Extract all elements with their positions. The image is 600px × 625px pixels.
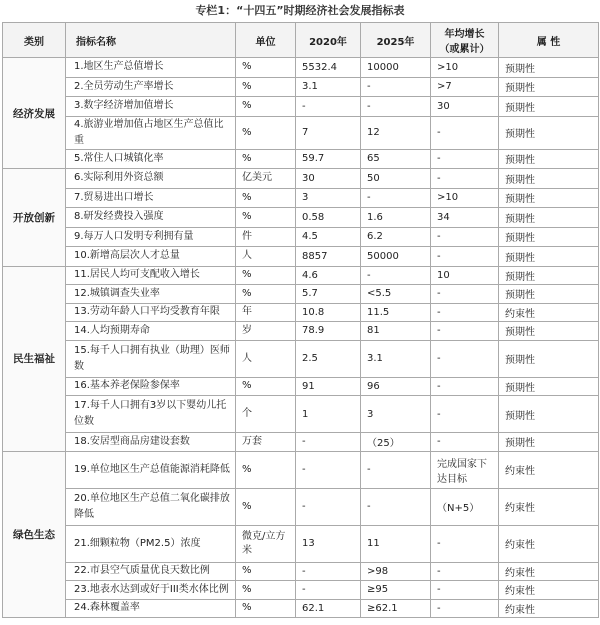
table-row [3,562,599,581]
table-title: 专栏1：“十四五”时期经济社会发展指标表 [195,4,405,17]
header-growth [431,23,499,58]
growth-cell: - [431,227,499,247]
growth-cell: - [431,322,499,341]
header-growth-line1: 年均增长 [444,29,485,40]
growth-cell: - [431,247,499,267]
growth-cell: >10 [431,188,499,208]
value-2025-cell: 3.1 [361,340,431,377]
attribute-cell: 预期性 [499,247,599,267]
table-row [3,247,599,267]
unit-cell: 个 [236,396,296,433]
growth-cell: >7 [431,77,499,97]
metric-name-cell: 3.数字经济增加值增长 [66,97,236,117]
growth-cell: >10 [431,58,499,78]
growth-cell: - [431,525,499,562]
unit-cell: % [236,97,296,117]
category-cell: 民生福祉 [3,266,66,451]
value-2020-cell: 78.9 [296,322,361,341]
growth-cell: - [431,433,499,452]
attribute-cell: 预期性 [499,188,599,208]
table-row [3,322,599,341]
value-2020-cell: 2.5 [296,340,361,377]
attribute-cell: 预期性 [499,149,599,169]
value-2020-cell: 13 [296,525,361,562]
metric-name-cell: 17.每千人口拥有3岁以下婴幼儿托位数 [66,396,236,433]
table-row [3,227,599,247]
table-row [3,340,599,377]
table-row [3,599,599,618]
value-2025-cell: 65 [361,149,431,169]
metric-name-cell: 18.安居型商品房建设套数 [66,433,236,452]
unit-cell: 件 [236,227,296,247]
attribute-cell: 预期性 [499,285,599,304]
value-2025-cell: 11.5 [361,303,431,322]
metric-name-cell: 1.地区生产总值增长 [66,58,236,78]
value-2020-cell: 1 [296,396,361,433]
value-2025-cell: - [361,488,431,525]
metric-name-cell: 9.每万人口发明专利拥有量 [66,227,236,247]
value-2020-cell: 4.5 [296,227,361,247]
value-2025-cell: 50000 [361,247,431,267]
unit-cell: % [236,116,296,149]
header-growth-line2: （或累计） [439,44,490,55]
header-metric: 指标名称 [66,23,236,58]
attribute-cell: 约束性 [499,581,599,600]
attribute-cell: 预期性 [499,116,599,149]
growth-cell: - [431,340,499,377]
attribute-cell: 预期性 [499,396,599,433]
value-2020-cell: 91 [296,377,361,396]
value-2025-cell: - [361,266,431,285]
table-row [3,266,599,285]
metric-name-cell: 6.实际利用外资总额 [66,169,236,189]
value-2025-cell: （25） [361,433,431,452]
value-2025-cell: - [361,97,431,117]
growth-cell: 30 [431,97,499,117]
attribute-cell: 预期性 [499,58,599,78]
growth-cell: - [431,169,499,189]
unit-cell: 人 [236,247,296,267]
value-2025-cell: ≥62.1 [361,599,431,618]
value-2025-cell: 1.6 [361,208,431,228]
attribute-cell: 约束性 [499,451,599,488]
unit-cell: % [236,562,296,581]
attribute-cell: 预期性 [499,377,599,396]
attribute-cell: 预期性 [499,340,599,377]
unit-cell: % [236,488,296,525]
growth-cell: - [431,396,499,433]
unit-cell: 万套 [236,433,296,452]
unit-cell: 岁 [236,322,296,341]
value-2025-cell: ≥95 [361,581,431,600]
table-row [3,581,599,600]
table-row [3,377,599,396]
attribute-cell: 预期性 [499,266,599,285]
category-cell: 绿色生态 [3,451,66,618]
value-2020-cell: 8857 [296,247,361,267]
growth-cell: 34 [431,208,499,228]
unit-cell: % [236,581,296,600]
metric-name-cell: 23.地表水达到或好于III类水体比例 [66,581,236,600]
growth-cell: - [431,285,499,304]
table-row [3,208,599,228]
growth-cell: - [431,562,499,581]
metric-name-cell: 13.劳动年龄人口平均受教育年限 [66,303,236,322]
value-2020-cell: 0.58 [296,208,361,228]
unit-cell: % [236,266,296,285]
metric-name-cell: 15.每千人口拥有执业（助理）医师数 [66,340,236,377]
growth-cell: - [431,599,499,618]
metric-name-cell: 16.基本养老保险参保率 [66,377,236,396]
value-2020-cell: - [296,488,361,525]
value-2020-cell: 30 [296,169,361,189]
value-2025-cell: 81 [361,322,431,341]
unit-cell: % [236,208,296,228]
value-2020-cell: - [296,562,361,581]
table-row [3,149,599,169]
value-2020-cell: 59.7 [296,149,361,169]
table-row [3,58,599,78]
unit-cell: % [236,188,296,208]
growth-cell: - [431,303,499,322]
attribute-cell: 约束性 [499,525,599,562]
attribute-cell: 约束性 [499,488,599,525]
growth-cell: - [431,581,499,600]
value-2020-cell: 4.6 [296,266,361,285]
table-row [3,433,599,452]
value-2020-cell: 7 [296,116,361,149]
attribute-cell: 预期性 [499,227,599,247]
metric-name-cell: 20.单位地区生产总值二氧化碳排放降低 [66,488,236,525]
table-row [3,188,599,208]
attribute-cell: 预期性 [499,322,599,341]
metric-name-cell: 2.全员劳动生产率增长 [66,77,236,97]
unit-cell: % [236,149,296,169]
value-2020-cell: 5532.4 [296,58,361,78]
table-row [3,525,599,562]
growth-cell: （N+5） [431,488,499,525]
metric-name-cell: 22.市县空气质量优良天数比例 [66,562,236,581]
growth-cell: 完成国家下达目标 [431,451,499,488]
attribute-cell: 约束性 [499,562,599,581]
value-2020-cell: 3 [296,188,361,208]
unit-cell: 微克/立方米 [236,525,296,562]
header-unit: 单位 [236,23,296,58]
category-cell: 经济发展 [3,58,66,169]
value-2025-cell: >98 [361,562,431,581]
metric-name-cell: 4.旅游业增加值占地区生产总值比重 [66,116,236,149]
table-row [3,97,599,117]
table-row [3,451,599,488]
value-2020-cell: 10.8 [296,303,361,322]
table-row [3,303,599,322]
table-row [3,488,599,525]
metric-name-cell: 8.研发经费投入强度 [66,208,236,228]
metric-name-cell: 11.居民人均可支配收入增长 [66,266,236,285]
table-row [3,77,599,97]
metric-name-cell: 7.贸易进出口增长 [66,188,236,208]
value-2025-cell: - [361,77,431,97]
header-attr: 属 性 [499,23,599,58]
attribute-cell: 约束性 [499,303,599,322]
value-2020-cell: - [296,451,361,488]
value-2025-cell: 6.2 [361,227,431,247]
indicator-table [2,22,599,618]
metric-name-cell: 21.细颗粒物（PM2.5）浓度 [66,525,236,562]
value-2025-cell: 10000 [361,58,431,78]
table-row [3,116,599,149]
growth-cell: - [431,116,499,149]
unit-cell: % [236,599,296,618]
attribute-cell: 预期性 [499,169,599,189]
unit-cell: 亿美元 [236,169,296,189]
attribute-cell: 预期性 [499,97,599,117]
header-2020: 2020年 [296,23,361,58]
value-2025-cell: - [361,451,431,488]
header-row [3,23,599,58]
value-2025-cell: 12 [361,116,431,149]
table-row [3,169,599,189]
unit-cell: % [236,451,296,488]
metric-name-cell: 12.城镇调查失业率 [66,285,236,304]
growth-cell: 10 [431,266,499,285]
unit-cell: % [236,285,296,304]
value-2020-cell: 3.1 [296,77,361,97]
metric-name-cell: 10.新增高层次人才总量 [66,247,236,267]
value-2020-cell: 5.7 [296,285,361,304]
value-2025-cell: 50 [361,169,431,189]
table-row [3,396,599,433]
value-2025-cell: - [361,188,431,208]
unit-cell: % [236,377,296,396]
value-2020-cell: - [296,581,361,600]
attribute-cell: 预期性 [499,208,599,228]
value-2025-cell: 11 [361,525,431,562]
unit-cell: 年 [236,303,296,322]
value-2020-cell: - [296,97,361,117]
attribute-cell: 约束性 [499,599,599,618]
category-cell: 开放创新 [3,169,66,267]
unit-cell: % [236,58,296,78]
header-2025: 2025年 [361,23,431,58]
value-2025-cell: 3 [361,396,431,433]
table-row [3,285,599,304]
header-category: 类别 [3,23,66,58]
metric-name-cell: 19.单位地区生产总值能源消耗降低 [66,451,236,488]
growth-cell: - [431,377,499,396]
value-2020-cell: - [296,433,361,452]
metric-name-cell: 5.常住人口城镇化率 [66,149,236,169]
value-2020-cell: 62.1 [296,599,361,618]
unit-cell: 人 [236,340,296,377]
unit-cell: % [236,77,296,97]
attribute-cell: 预期性 [499,77,599,97]
value-2025-cell: <5.5 [361,285,431,304]
metric-name-cell: 24.森林覆盖率 [66,599,236,618]
value-2025-cell: 96 [361,377,431,396]
attribute-cell: 预期性 [499,433,599,452]
growth-cell: - [431,149,499,169]
metric-name-cell: 14.人均预期寿命 [66,322,236,341]
